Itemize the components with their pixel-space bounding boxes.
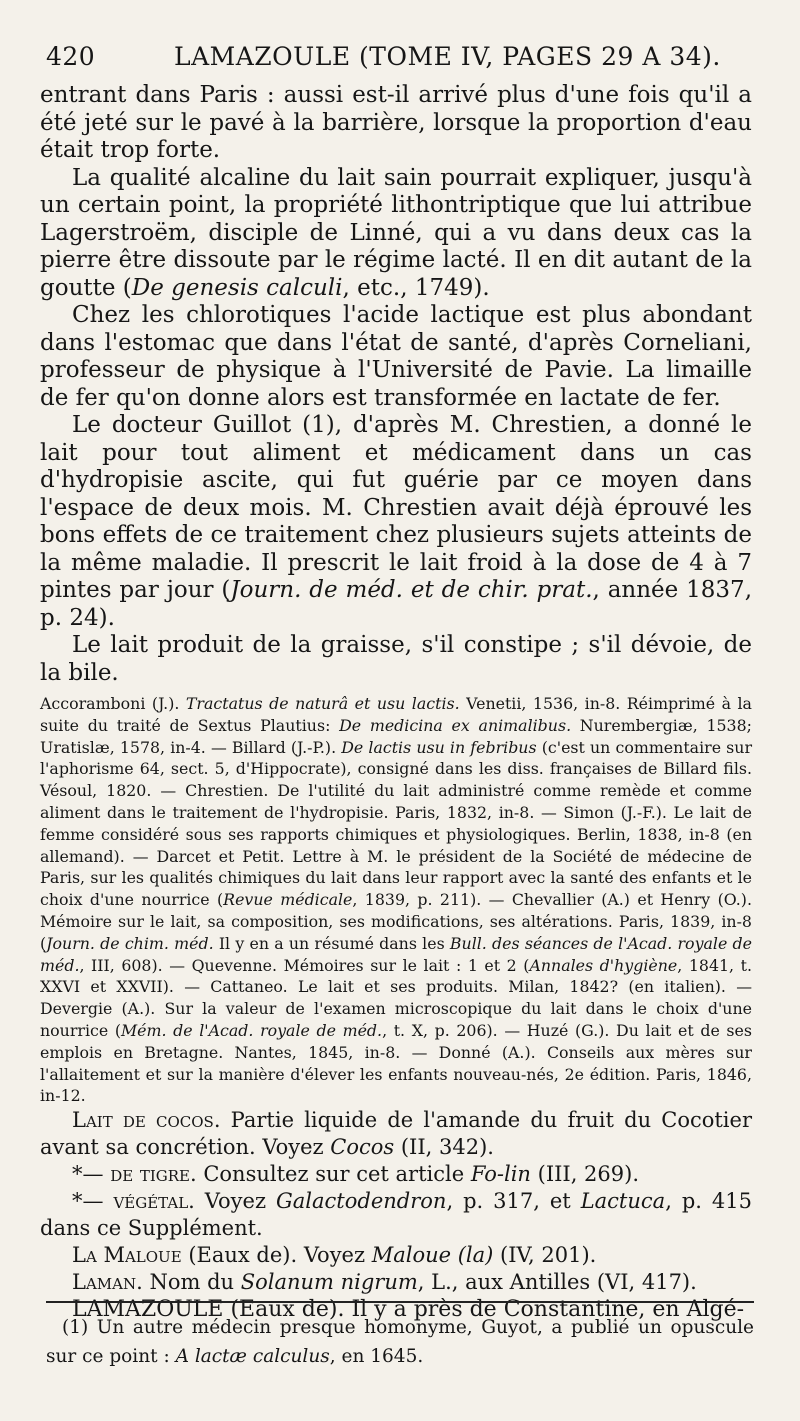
text-run: (1) Un autre médecin presque homonyme, Guyot, a publié un opuscule sur ce point : [46, 1317, 754, 1367]
text-run: Chez les chlorotiques l'acide lactique est plus abondant dans l'estomac que dans l'état de santé, d'après Corneliani, professeur de physique à l'Université de Pavie. La limaille de fer qu'on donne alors est transformée en lactate de fer. [40, 302, 752, 411]
italic-text: Maloue (la) [371, 1243, 494, 1268]
italic-text: De lactis usu in febribus [341, 737, 537, 757]
entry-headword: La Maloue [72, 1243, 182, 1268]
text-run: Partie liquide de l'amande du fruit du Cocotier avant sa concrétion. Voyez [40, 1108, 752, 1160]
text-run: *— [72, 1189, 114, 1214]
page-body [40, 82, 752, 1323]
text-run: Accoramboni (J.). [40, 694, 186, 713]
text-run: (IV, 201). [493, 1243, 597, 1268]
italic-text: Tractatus de naturâ et usu lactis. [185, 694, 460, 713]
body-paragraph [40, 632, 752, 687]
text-run: La qualité alcaline du lait sain pourrait expliquer, jusqu'à un certain point, la propriété lithontriptique que lui attribue Lagerstroëm, disciple de Linné, qui a vu dans deux cas la pierre être dissoute par le régime lacté. Il en dit autant de la goutte ( [40, 164, 752, 301]
italic-text: Lactuca [580, 1189, 666, 1214]
text-run: , 1839, p. 211). — Chevallier (A.) et Henry (O.). Mémoire sur le lait, sa composition, ses modifications, ses altérations. Paris, 1839, in-8 ( [40, 890, 752, 953]
text-run: , III, 608). — Quevenne. Mémoires sur le lait : 1 et 2 ( [79, 955, 530, 975]
dictionary-entry [40, 1242, 752, 1269]
footnote-rule [46, 1301, 754, 1303]
entry-headword: Laman. [72, 1270, 143, 1295]
italic-text: Journ. de méd. et de chir. prat. [230, 577, 593, 603]
text-run: (III, 269). [530, 1162, 640, 1187]
main-text [40, 82, 752, 687]
body-paragraph [40, 302, 752, 412]
entry-headword: végétal. [113, 1189, 195, 1214]
body-paragraph [40, 412, 752, 632]
italic-text: Solanum nigrum [240, 1270, 418, 1295]
text-run: , L., aux Antilles (VI, 417). [417, 1270, 697, 1295]
italic-text: Revue médicale [223, 890, 353, 910]
text-run: , p. 317, et [446, 1189, 581, 1214]
footnote [46, 1313, 754, 1371]
text-run: (Eaux de). Voyez [181, 1243, 372, 1268]
text-run: LAMAZOULE [72, 1297, 224, 1323]
bibliography-block [40, 693, 752, 1107]
italic-text: Mém. de l'Acad. royale de méd. [121, 1020, 383, 1040]
text-run: *— [72, 1162, 111, 1187]
italic-text: De genesis calculi [131, 274, 343, 301]
italic-text: De medicina ex animalibus. [339, 715, 572, 735]
running-title: LAMAZOULE (TOME IV, PAGES 29 A 34). [174, 42, 721, 71]
italic-text: Journ. de chim. méd. [46, 933, 214, 953]
text-run: , année 1837, p. 24). [40, 577, 753, 631]
italic-text: A lactæ calculus [175, 1346, 330, 1367]
dictionary-entry [40, 1107, 752, 1161]
entry-headword: Lait de cocos. [72, 1108, 221, 1133]
running-header [40, 42, 760, 78]
text-run: Consultez sur cet article [196, 1162, 471, 1187]
text-run: , t. X, p. 206). — Huzé (G.). Du lait et de ses emplois en Bretagne. Nantes, 1845, in-8. — Donné (A.). Conseils aux mères sur l'allaitement et sur la manière d'élever les enfants nouveau-nés, 2e édition. Paris, 1846, in-12. [40, 1020, 752, 1106]
text-run: , en 1645. [329, 1346, 424, 1367]
entry-headword: de tigre. [110, 1162, 197, 1187]
text-run: Venetii, 1536, in-8. Réimprimé à la suite du traité de Sextus Plautius: [40, 694, 752, 735]
text-run: Nom du [142, 1270, 241, 1295]
italic-text: Galactodendron [276, 1189, 447, 1214]
text-run: Voyez [194, 1189, 277, 1214]
text-run: (Eaux de). Il y a près de Constantine, en Algé- [223, 1297, 745, 1323]
dictionary-entry [40, 1188, 752, 1242]
page-number: 420 [46, 42, 96, 71]
text-run: , etc., 1749). [342, 274, 490, 301]
footnote-text [46, 1313, 754, 1371]
dictionary-entries [40, 1107, 752, 1323]
dictionary-entry [40, 1269, 752, 1296]
text-run: Le lait produit de la graisse, s'il constipe ; s'il dévoie, de la bile. [40, 632, 752, 686]
body-paragraph [40, 165, 752, 303]
italic-text: Annales d'hygiène [529, 955, 678, 975]
text-run: Le docteur Guillot (1), d'après M. Chrestien, a donné le lait pour tout aliment et médicament dans un cas d'hydropisie ascite, qui fut guérie par ce moyen dans l'espace de deux mois. M. Chrestien avait déjà éprouvé les bons effets de ce traitement chez plusieurs sujets atteints de la même maladie. Il prescrit le lait froid à la dose de 4 à 7 pintes par jour ( [40, 412, 752, 603]
text-run: (II, 342). [394, 1135, 494, 1160]
text-run: , p. 415 dans ce Supplément. [40, 1189, 752, 1241]
italic-text: Bull. des séances de l'Acad. royale de méd. [40, 933, 752, 975]
text-run: , 1841, t. XXVI et XXVII). — Cattaneo. Le lait et ses produits. Milan, 1842? (en italien). — Devergie (A.). Sur la valeur de l'examen microscopique du lait dans le choix d'une nourrice ( [40, 955, 752, 1040]
body-paragraph [40, 82, 752, 165]
text-run: Il y en a un résumé dans les [213, 933, 450, 953]
italic-text: Cocos [330, 1135, 395, 1160]
text-run: Nurembergiæ, 1538; Uratislæ, 1578, in-4. — Billard (J.-P.). [40, 715, 752, 757]
italic-text: Fo-lin [470, 1162, 531, 1187]
text-run: entrant dans Paris : aussi est-il arrivé plus d'une fois qu'il a été jeté sur le pavé à la barrière, lorsque la proportion d'eau était trop forte. [40, 82, 752, 163]
dictionary-entry [40, 1161, 752, 1188]
text-run: (c'est un commentaire sur l'aphorisme 64, sect. 5, d'Hippocrate), consigné dans les diss. françaises de Billard fils. Vésoul, 1820. — Chrestien. De l'utilité du lait administré comme remède et comme aliment dans le traitement de l'hydropisie. Paris, 1832, in-8. — Simon (J.-F.). Le lait de femme considéré sous ses rapports chimiques et physiologiques. Berlin, 1838, in-8 (en allemand). — Darcet et Petit. Lettre à M. le président de la Société de médecine de Paris, sur les qualités chimiques du lait dans leur rapport avec la santé des enfants et le choix d'une nourrice ( [40, 737, 752, 910]
